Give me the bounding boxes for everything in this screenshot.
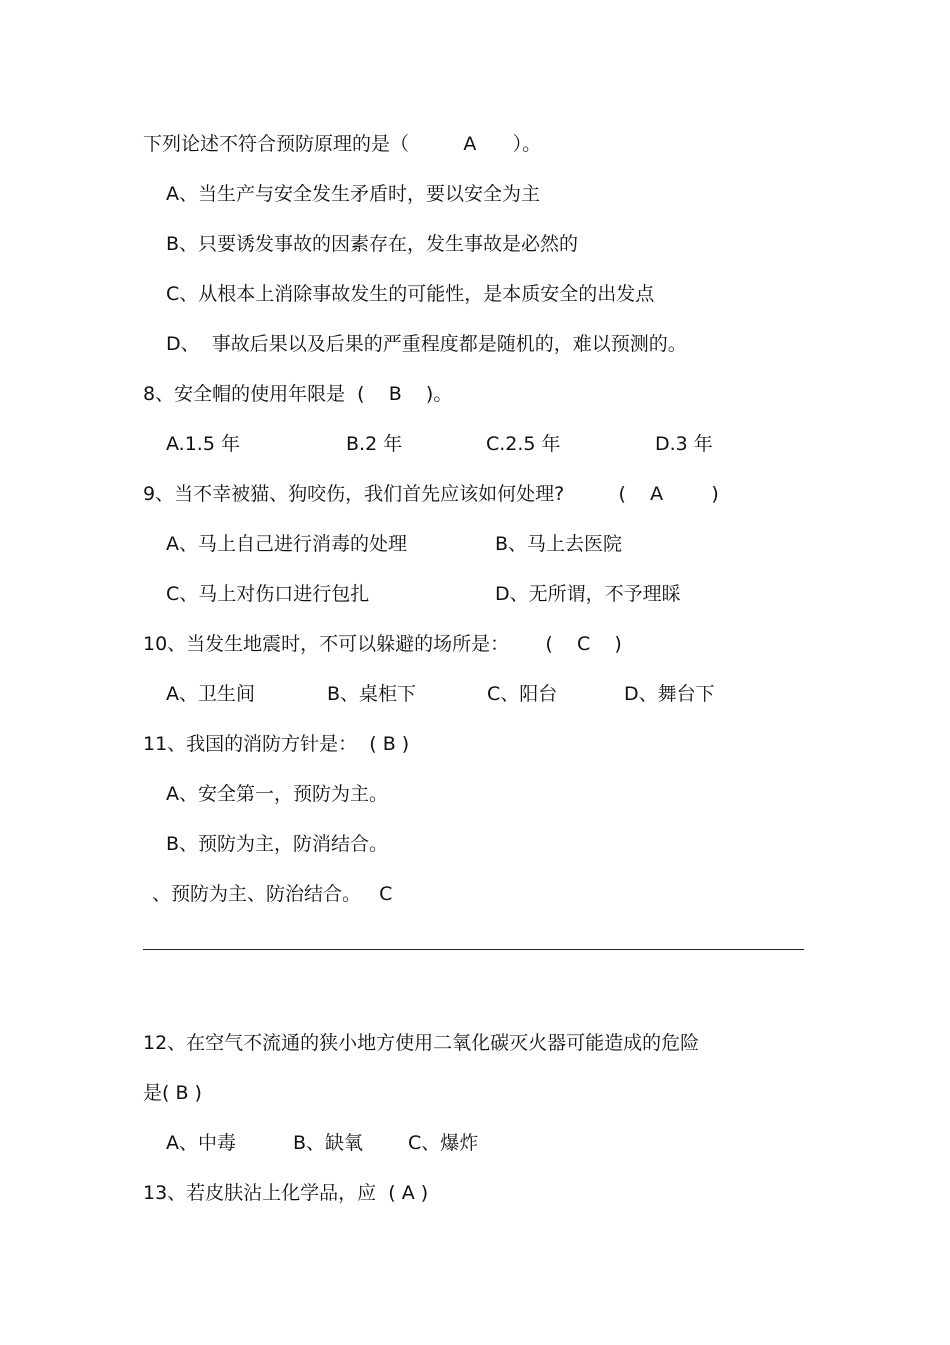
q9-option-b: B、马上去医院: [495, 533, 623, 555]
q11-stem: 11、我国的消防方针是： ( B ): [143, 733, 410, 755]
q10-option-a: A、卫生间: [166, 683, 255, 705]
q7-option-b: B、只要诱发事故的因素存在，发生事故是必然的: [166, 233, 579, 255]
q12-stem-line1: 12、在空气不流通的狭小地方使用二氧化碳灭火器可能造成的危险: [143, 1032, 700, 1054]
q10-stem: 10、当发生地震时，不可以躲避的场所是： ( C ): [143, 633, 622, 655]
q12-option-c: C、爆炸: [408, 1132, 479, 1154]
q8-option-c: C.2.5 年: [486, 433, 561, 455]
q8-option-a: A.1.5 年: [166, 433, 240, 455]
q11-option-a: A、安全第一，预防为主。: [166, 783, 388, 805]
q8-option-b: B.2 年: [346, 433, 403, 455]
q11-option-c: 、预防为主、防治结合。 C: [152, 883, 393, 905]
q7-option-d: D、 事故后果以及后果的严重程度都是随机的，难以预测的。: [166, 333, 687, 355]
q9-option-d: D、无所谓，不予理睬: [495, 583, 681, 605]
q13-stem: 13、若皮肤沾上化学品，应 ( A ): [143, 1182, 429, 1204]
q8-option-d: D.3 年: [655, 433, 713, 455]
q7-stem: 下列论述不符合预防原理的是（ A ）。: [143, 133, 542, 155]
q7-option-a: A、当生产与安全发生矛盾时，要以安全为主: [166, 183, 540, 205]
q9-option-a: A、马上自己进行消毒的处理: [166, 533, 407, 555]
q10-option-b: B、桌柜下: [327, 683, 417, 705]
q12-option-a: A、中毒: [166, 1132, 236, 1154]
q9-stem: 9、当不幸被猫、狗咬伤，我们首先应该如何处理? ( A ): [143, 483, 719, 505]
q12-option-b: B、缺氧: [293, 1132, 364, 1154]
q10-option-d: D、舞台下: [624, 683, 715, 705]
q7-option-c: C、从根本上消除事故发生的可能性，是本质安全的出发点: [166, 283, 655, 305]
page-divider: [143, 949, 804, 950]
q10-option-c: C、阳台: [487, 683, 558, 705]
q9-option-c: C、马上对伤口进行包扎: [166, 583, 370, 605]
q8-stem: 8、安全帽的使用年限是 ( B )。: [143, 383, 453, 405]
q11-option-b: B、预防为主，防消结合。: [166, 833, 389, 855]
q12-stem-line2: 是( B ): [143, 1082, 202, 1104]
